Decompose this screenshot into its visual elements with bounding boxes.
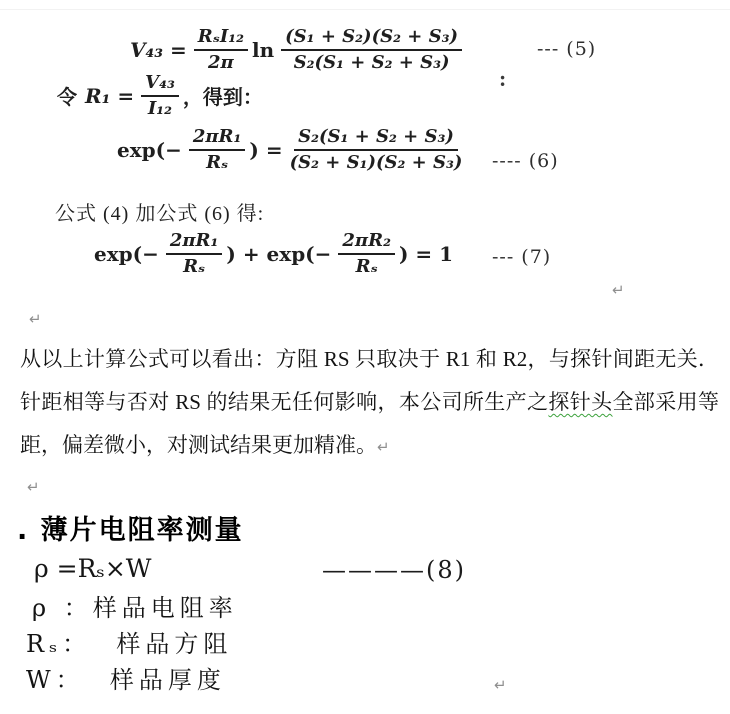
obtain-label: ，得到： [182, 87, 263, 110]
paragraph-mark: ↵ [27, 478, 40, 496]
definition-rs: Rₛ： 样品方阻 [26, 630, 233, 658]
grammar-check-highlighted-text: 探针头 [548, 390, 613, 414]
stray-colon-mark: : [499, 66, 507, 91]
formula-7 [94, 230, 456, 277]
fraction-denominator: Rₛ [206, 151, 229, 173]
equation-7-number: --- (7) [492, 246, 552, 268]
formula-5-log-argument-fraction [281, 26, 462, 73]
formula-7-first-exponent-fraction [166, 230, 223, 277]
section-heading-sheet-resistivity: . 薄片电阻率测量 [17, 515, 244, 546]
formula-7-intro-text: 公式 (4) 加公式 (6) 得: [55, 203, 265, 225]
fraction-denominator: S₂(S₁ + S₂ + S₃) [293, 51, 450, 73]
formula-6-exponent-fraction [189, 126, 246, 173]
formula-5 [130, 26, 466, 73]
paragraph-text-part2: 全部采用等距，偏差微小，对测试结果更加精准。 [20, 390, 720, 457]
fraction-numerator: V₄₃ [141, 72, 179, 97]
exp-open: exp(− [94, 241, 159, 266]
equals-one: ) = 1 [398, 241, 454, 266]
paragraph-mark: ↵ [29, 310, 42, 328]
paragraph-text-part1: 从以上计算公式可以看出：方阻 RS 只取决于 R1 和 R2，与探针间距无关．针距相等与否对 RS 的结果无任何影响，本公司所生产之 [20, 347, 719, 414]
formula-7-second-exponent-fraction [338, 230, 395, 277]
fraction-numerator: (S₁ + S₂)(S₂ + S₃) [281, 26, 462, 51]
fraction-denominator: 2π [208, 51, 234, 73]
fraction-numerator: RₛI₁₂ [194, 26, 248, 51]
plus-exp-open: ) + exp(− [226, 241, 332, 266]
equation-6-number: ---- (6) [492, 150, 559, 172]
equation-8: ρ =Rₛ×W [34, 554, 152, 583]
formula-6 [117, 126, 466, 173]
fraction-denominator: I₁₂ [147, 97, 173, 119]
paragraph-mark: ↵ [377, 438, 390, 456]
fraction-denominator: Rₛ [355, 255, 378, 277]
top-hairline [0, 9, 730, 10]
formula-5-lhs: V₄₃ = [130, 37, 187, 62]
r1-definition-fraction [141, 72, 179, 119]
let-label: 令 [57, 87, 82, 110]
ln-operator: ln [252, 37, 275, 62]
fraction-numerator: 2πR₁ [166, 230, 223, 255]
paragraph-mark: ↵ [612, 281, 625, 299]
fraction-numerator: 2πR₂ [338, 230, 395, 255]
formula-5-coefficient-fraction [194, 26, 248, 73]
definition-rho: ρ ：样品电阻率 [32, 594, 238, 622]
close-equals: ) = [249, 137, 283, 162]
fraction-numerator: 2πR₁ [189, 126, 246, 151]
fraction-numerator: S₂(S₁ + S₂ + S₃) [294, 126, 458, 151]
definition-r1-line [57, 72, 266, 119]
fraction-denominator: Rₛ [183, 255, 206, 277]
r1-variable: R₁ = [85, 83, 135, 108]
paragraph-mark: ↵ [494, 676, 507, 694]
definition-w: W： 样品厚度 [26, 666, 226, 694]
equation-5-number: --- (5) [537, 38, 597, 60]
formula-6-rhs-fraction [290, 126, 463, 173]
fraction-denominator: (S₂ + S₁)(S₂ + S₃) [289, 151, 463, 173]
equation-8-number: ————(8) [322, 556, 466, 584]
exp-open: exp(− [117, 137, 182, 162]
body-paragraph [20, 338, 719, 469]
